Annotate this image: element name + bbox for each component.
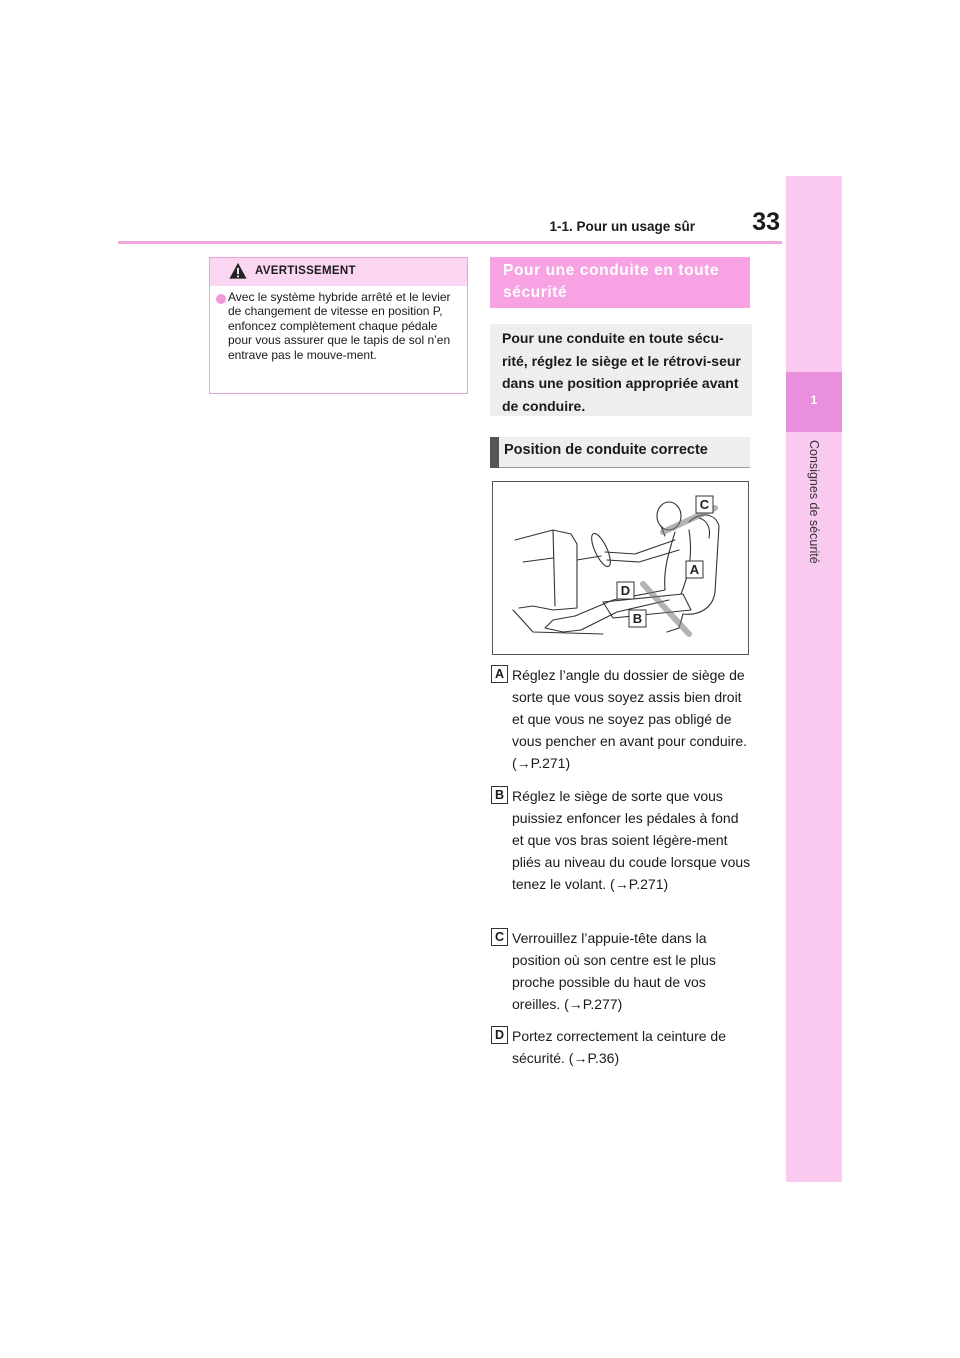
item-badge-c: C <box>491 928 508 946</box>
illus-label-a: A <box>689 562 700 577</box>
item-badge-a: A <box>491 665 508 683</box>
warning-triangle-icon <box>229 262 247 280</box>
page-number: 33 <box>752 208 780 236</box>
sub-heading-accent <box>490 437 499 468</box>
header-rule <box>118 241 782 244</box>
section-title: 1-1. Pour un usage sûr <box>549 219 695 234</box>
item-badge-d: D <box>491 1026 508 1044</box>
driver-seat-drawing <box>493 482 748 654</box>
bullet-icon <box>216 294 226 304</box>
illus-label-b: B <box>632 611 643 626</box>
chapter-number: 1 <box>810 393 818 407</box>
item-d-text: Portez correctement la ceinture de sécurité. (→P.36) <box>512 1028 726 1066</box>
item-b-text: Réglez le siège de sorte que vous puissiez enfoncer les pédales à fond et que vos bras soient légère-ment pliés au niveau du coude lorsque vous tenez le volant. (→P.271) <box>512 788 751 892</box>
chapter-label-text: Consignes de sécurité <box>807 440 821 564</box>
chapter-side-tab[interactable] <box>786 176 842 1182</box>
warning-text: Avec le système hybride arrêté et le levier de changement de vitesse en position P, enfoncez complètement chaque pédale pour vous assurer que le tapis de sol n’en entrave pas le mouve-ment. <box>228 290 451 362</box>
chapter-label <box>804 440 824 600</box>
warning-title: AVERTISSEMENT <box>255 265 356 277</box>
driving-position-illustration <box>492 481 749 655</box>
illus-label-d: D <box>620 583 631 598</box>
item-a-text: Réglez l’angle du dossier de siège de sorte que vous soyez assis bien droit et que vous ne soyez pas obligé de vous pencher en avant pour conduire. (→P.271) <box>512 667 748 771</box>
sub-heading: Position de conduite correcte <box>504 442 708 458</box>
item-c-text: Verrouillez l’appuie-tête dans la position où son centre est le plus proche possible du haut de vos oreilles. (→P.277) <box>512 930 716 1012</box>
main-heading: Pour une conduite en toute sécurité <box>503 262 720 301</box>
intro-text: Pour une conduite en toute sécu-rité, réglez le siège et le rétrovi-seur dans une position appropriée avant de conduire. <box>502 330 741 414</box>
illus-label-c: C <box>699 497 710 512</box>
item-badge-b: B <box>491 786 508 804</box>
